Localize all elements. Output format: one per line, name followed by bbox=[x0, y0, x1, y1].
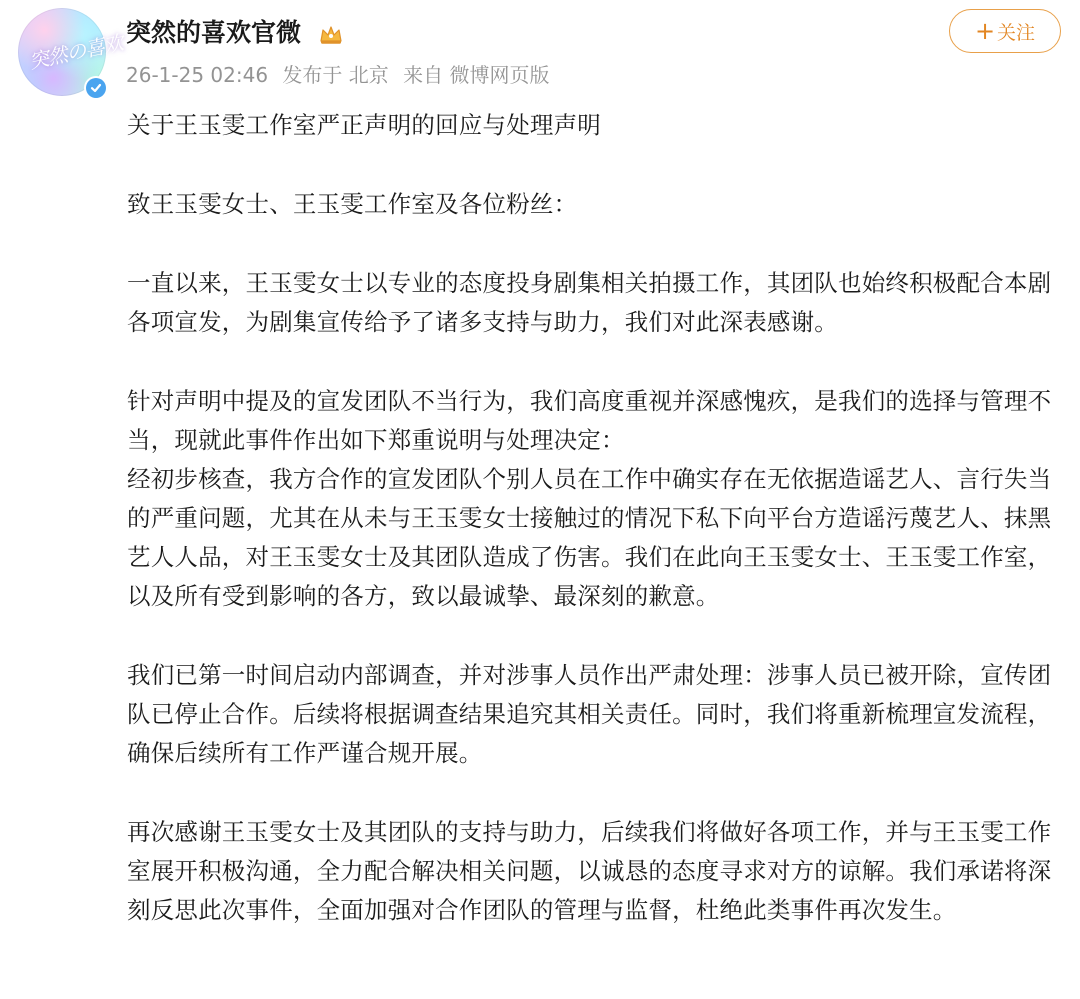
post-paragraph-3: 经初步核查，我方合作的宣发团队个别人员在工作中确实存在无依据造谣艺人、言行失当的严重问题，尤其在从未与王玉雯女士接触过的情况下私下向平台方造谣污蔑艺人、抹黑艺人人品，对王玉雯女士及其团队造成了伤害。我们在此向王玉雯女士、王玉雯工作室，以及所有受到影响的各方，致以最诚挚、最深刻的歉意。 bbox=[127, 465, 1052, 610]
crown-badge-icon[interactable] bbox=[318, 21, 344, 43]
post-paragraph-1: 一直以来，王玉雯女士以专业的态度投身剧集相关拍摄工作，其团队也始终积极配合本剧各项宣发，为剧集宣传给予了诸多支持与助力，我们对此深表感谢。 bbox=[127, 269, 1052, 336]
author-name[interactable]: 突然的喜欢官微 bbox=[126, 18, 302, 47]
post-paragraph-2: 针对声明中提及的宣发团队不当行为，我们高度重视并深感愧疚，是我们的选择与管理不当，现就此事件作出如下郑重说明与处理决定： bbox=[127, 387, 1052, 454]
plus-icon: + bbox=[974, 17, 996, 45]
post-source: 来自 微博网页版 bbox=[403, 63, 550, 87]
follow-button[interactable] bbox=[949, 9, 1061, 53]
post-location: 发布于 北京 bbox=[282, 63, 389, 87]
post-meta bbox=[126, 60, 558, 90]
post-paragraph-4: 我们已第一时间启动内部调查，并对涉事人员作出严肃处理：涉事人员已被开除，宣传团队已停止合作。后续将根据调查结果追究其相关责任。同时，我们将重新梳理宣发流程，确保后续所有工作严谨合规开展。 bbox=[127, 661, 1052, 767]
author-name-row bbox=[126, 16, 344, 50]
post-greeting: 致王玉雯女士、王玉雯工作室及各位粉丝： bbox=[127, 190, 578, 218]
post-body bbox=[127, 106, 1067, 930]
follow-label: 关注 bbox=[997, 21, 1036, 44]
avatar-text: 突然の喜欢 bbox=[26, 30, 125, 74]
post-time[interactable]: 26-1-25 02:46 bbox=[126, 63, 269, 87]
verified-badge-icon bbox=[84, 76, 108, 100]
post-paragraph-5: 再次感谢王玉雯女士及其团队的支持与助力，后续我们将做好各项工作，并与王玉雯工作室展开积极沟通，全力配合解决相关问题，以诚恳的态度寻求对方的谅解。我们承诺将深刻反思此次事件，全面加强对合作团队的管理与监督，杜绝此类事件再次发生。 bbox=[127, 818, 1052, 924]
post-title: 关于王玉雯工作室严正声明的回应与处理声明 bbox=[127, 111, 601, 139]
